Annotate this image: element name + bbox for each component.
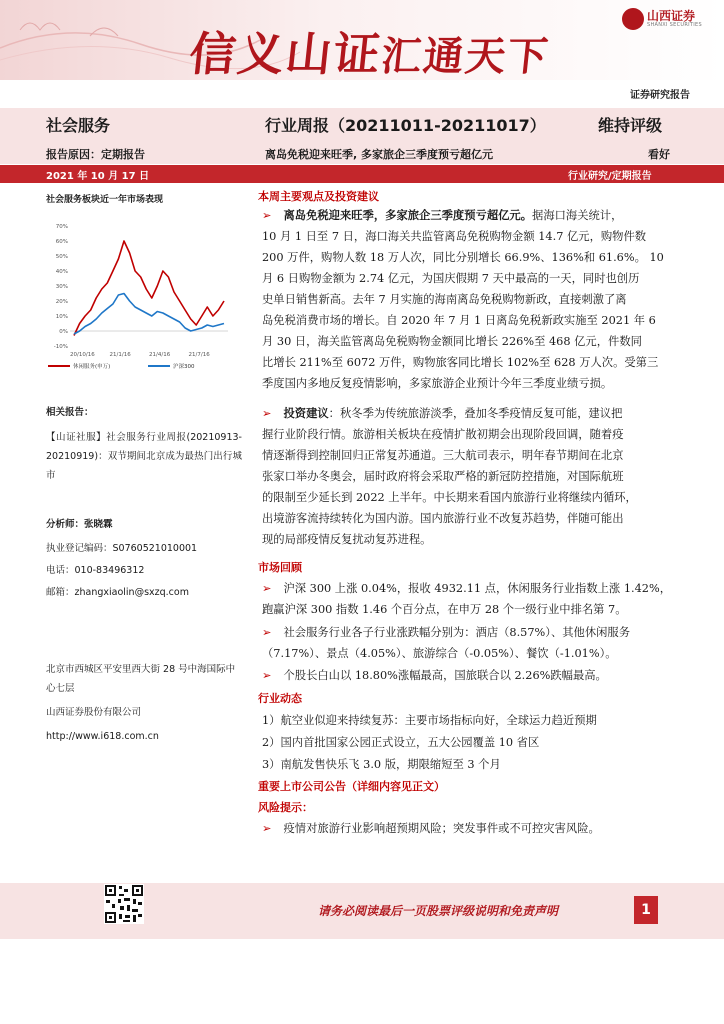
bullet-icon: ➢ (262, 626, 272, 639)
y-tick-label: 0% (59, 329, 68, 335)
rating-value: 看好 (648, 148, 670, 161)
y-tick-label: 50% (55, 254, 68, 260)
p1-line-3: 月 6 日购物金额为 2.74 亿元，为国庆假期 7 天中最高的一天，同时也创历 (262, 272, 640, 285)
p2-line (262, 403, 684, 424)
section-industry-news: 行业动态 (258, 692, 302, 705)
address-text: 北京市西城区平安里西大街 28 号中海国际中心七层 (46, 664, 236, 694)
m3-text: 个股长白山以 18.80%涨幅最高，国旅联合以 2.26%跌幅最高。 (283, 669, 607, 682)
series-lines (74, 241, 224, 336)
news-item-1: 1）航空业似迎来持续复苏：主要市场指标向好，全球运力趋近预期 (262, 714, 597, 727)
section-announcements: 重要上市公司公告（详细内容见正文） (258, 780, 445, 793)
analyst-info (46, 516, 242, 602)
p1-line-4: 史单日销售新高。去年 7 月实施的海南离岛免税购物新政，直接刺激了离 (262, 293, 627, 306)
p1-line-6: 月 30 日，海关监管离岛免税购物金额同比增长 226%至 468 亿元，件数同 (262, 335, 642, 348)
p2-line-4: 的限制至少延长到 2022 上半年。中长期来看国内旅游行业将继续内循环， (262, 491, 637, 504)
x-tick-label: 21/1/16 (109, 352, 131, 358)
y-tick-label: 40% (55, 269, 68, 275)
m2-line-1: （7.17%）、景点（4.05%）、旅游综合（-0.05%）、餐饮（-1.01%）。 (262, 647, 617, 660)
logo-mark-icon (622, 8, 644, 30)
x-tick-label: 20/10/16 (70, 352, 95, 358)
x-tick-label: 21/4/16 (149, 352, 171, 358)
risk-row (262, 818, 684, 839)
company-logo (622, 6, 718, 32)
y-tick-label: 30% (55, 284, 68, 290)
risk-text: 疫情对旅游行业影响超预期风险；突发事件或不可控灾害风险。 (283, 822, 600, 835)
p1-line-2: 200 万件，购物人数 18 万人次，同比分别增长 66.9%、136%和 61.6%。 10 (262, 251, 664, 264)
logo-name: 山西证券 (647, 9, 696, 23)
disclaimer-text: 请务必阅读最后一页股票评级说明和免责声明 (318, 904, 559, 918)
p1-line-8: 季度国内多地反复疫情影响，多家旅游企业预计今年三季度业绩亏损。 (262, 377, 613, 390)
bullet-icon: ➢ (262, 582, 272, 595)
m1-line-0: 沪深 300 上涨 0.04%，报收 4932.11 点，休闲服务行业指数上涨 1.42%， (283, 582, 672, 595)
slogan-part-a: 信义 (186, 27, 289, 81)
related-reports (46, 404, 242, 485)
legend-label: 沪深300 (173, 364, 195, 370)
qr-code-icon (104, 884, 144, 924)
analyst-phone: 电话：010-83496312 (46, 565, 145, 576)
report-headline: 离岛免税迎来旺季, 多家旅企三季度预亏超亿元 (265, 148, 494, 161)
p1-line-5: 岛免税消费市场的增长。自 2020 年 7 月 1 日离岛免税新政实施至 2021 年 6 (262, 314, 656, 327)
p2-lead: 投资建议 (283, 407, 329, 420)
p1-line-7: 比增长 211%至 6072 万件，购物旅客同比增长 102%至 628 万人次。受第三 (262, 356, 659, 369)
p2-line-1: 握行业阶段行情。旅游相关板块在疫情扩散初期会出现阶段回调，随着疫 (262, 428, 624, 441)
bullet-icon: ➢ (262, 209, 272, 222)
m3-row (262, 665, 684, 686)
p2-line-6: 现的局部疫情反复扰动复苏进程。 (262, 533, 432, 546)
p1-line-0: 据海口海关统计， (532, 209, 623, 222)
legend-label: 休闲服务(申万) (73, 364, 111, 370)
p2-line-2: 情逐渐得到控制回归正常复苏通道。三大航司表示，明年春节期间在北京 (262, 449, 624, 462)
industry-name: 社会服务 (46, 116, 111, 135)
rating-label: 维持评级 (598, 116, 663, 135)
slogan-part-c: 汇通天下 (378, 34, 552, 80)
news-item-3: 3）南航发售快乐飞 3.0 版，期限缩短至 3 个月 (262, 758, 501, 771)
market-performance-chart (40, 208, 242, 378)
related-heading: 相关报告： (46, 407, 94, 418)
analyst-email[interactable]: 邮箱：zhangxiaolin@sxzq.com (46, 587, 189, 598)
p2-line-3: 张家口举办冬奥会，届时政府将会采取严格的新冠防控措施，对国际航班 (262, 470, 624, 483)
p1-line-1: 10 月 1 日至 7 日，海口海关共监管离岛免税购物金额 14.7 亿元，购物件数 (262, 230, 647, 243)
chart-title: 社会服务板块近一年市场表现 (46, 195, 164, 205)
m1-row (262, 578, 684, 599)
analyst-license: 执业登记编码：S0760521010001 (46, 543, 198, 554)
report-date: 2021 年 10 月 17 日 (46, 171, 150, 182)
company-address (46, 660, 242, 746)
page-number: 1 (634, 896, 658, 924)
bullet-icon: ➢ (262, 669, 272, 682)
p2-line-0: ：秋冬季为传统旅游淡季，叠加冬季疫情反复可能，建议把 (328, 407, 623, 420)
analyst-name: 分析师：张晓霖 (46, 519, 113, 530)
logo-english: SHANXI SECURITIES (647, 22, 702, 28)
slogan (187, 18, 554, 84)
report-category: 行业研究/定期报告 (568, 171, 652, 182)
y-tick-label: -10% (53, 344, 68, 350)
section-market-review: 市场回顾 (258, 561, 302, 574)
report-reason: 报告原因：定期报告 (46, 148, 145, 161)
m1-line-1: 跑赢沪深 300 指数 1.46 个百分点，在申万 28 个一级行业中排名第 7。 (262, 603, 627, 616)
report-type: 行业周报（20211011-20211017） (265, 116, 546, 135)
market-item-2 (262, 622, 684, 664)
series-line-0 (74, 241, 224, 336)
m2-line-0: 社会服务行业各子行业涨跌幅分别为：酒店（8.57%）、其他休闲服务 (283, 626, 631, 639)
x-tick-label: 21/7/16 (188, 352, 210, 358)
y-tick-label: 20% (55, 299, 68, 305)
chart-legend (48, 362, 195, 370)
y-tick-label: 10% (55, 314, 68, 320)
slogan-part-b: 山证 (282, 27, 385, 81)
company-website[interactable]: http://www.i618.com.cn (46, 731, 159, 742)
market-item-3 (262, 665, 684, 686)
p1-line (262, 205, 684, 226)
paragraph-investment (262, 403, 684, 550)
m2-row (262, 622, 684, 643)
section-key-views: 本周主要观点及投资建议 (258, 190, 379, 203)
y-tick-label: 70% (55, 224, 68, 230)
y-tick-label: 60% (55, 239, 68, 245)
x-axis-ticks (70, 352, 210, 358)
market-item-1 (262, 578, 684, 620)
related-report-link[interactable]: 【山证社服】社会服务行业周报(20210913-20210919)：双节期间北京成为最热门出行城市 (46, 432, 242, 481)
page-header (0, 0, 724, 112)
paragraph-duty-free (262, 205, 684, 394)
bullet-icon: ➢ (262, 407, 272, 420)
news-item-2: 2）国内首批国家公园正式设立，五大公园覆盖 10 省区 (262, 736, 540, 749)
company-name: 山西证券股份有限公司 (46, 707, 142, 718)
risk-item (262, 818, 684, 839)
p2-line-5: 出境游客流持续转化为国内游。国内旅游行业不改复苏趋势，伴随可能出 (262, 512, 624, 525)
bullet-icon: ➢ (262, 822, 272, 835)
section-risk: 风险提示： (258, 801, 313, 814)
p1-lead: 离岛免税迎来旺季，多家旅企三季度预亏超亿元。 (283, 209, 533, 222)
department-label: 证券研究报告 (630, 90, 690, 101)
series-line-1 (74, 294, 224, 335)
